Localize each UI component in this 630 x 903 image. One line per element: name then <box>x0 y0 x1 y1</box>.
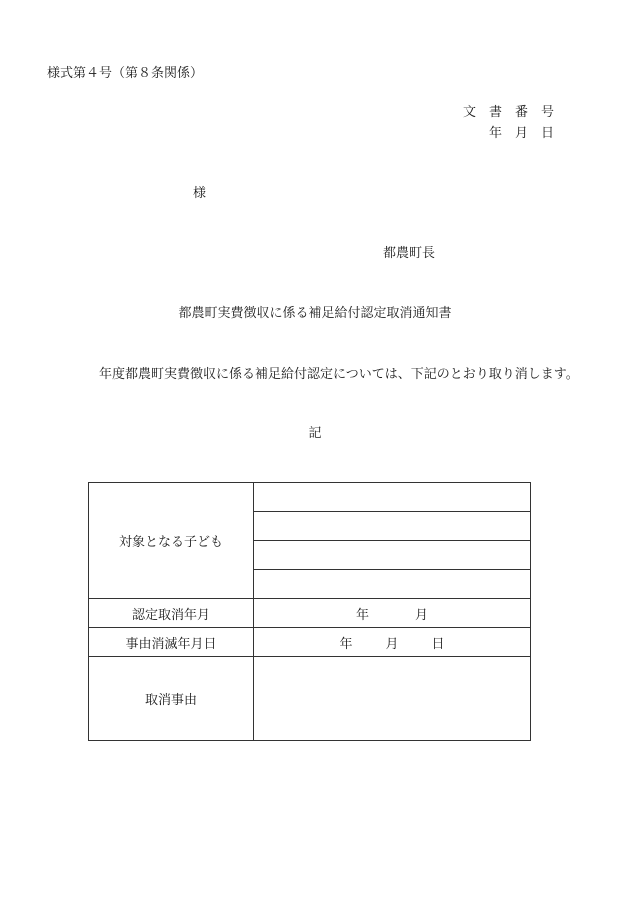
reason-date-day: 日 <box>431 636 445 652</box>
reason-label-cell <box>89 657 254 741</box>
addressee-suffix: 様 <box>193 186 207 201</box>
body-text: 年度都農町実費徴収に係る補足給付認定については、下記のとおり取り消します。 <box>99 367 579 382</box>
table-row <box>89 657 531 741</box>
document-date-text: 年 月 日 <box>489 126 555 141</box>
table-row <box>89 628 531 657</box>
reason-date-label: 事由消滅年月日 <box>125 636 217 652</box>
document-title: 都農町実費徴収に係る補足給付認定取消通知書 <box>178 306 452 321</box>
reason-date-label-cell <box>89 628 254 657</box>
reason-date-month: 月 <box>385 636 399 652</box>
reason-date-value-cell <box>254 628 531 657</box>
issuer-name: 都農町長 <box>383 246 436 261</box>
child-label: 対象となる子ども <box>118 535 223 550</box>
cancel-month-value-cell <box>254 599 531 628</box>
document-number-label: 文 書 番 号 <box>463 105 555 120</box>
cancel-month-label-cell <box>89 599 254 628</box>
cancel-month-year: 年 <box>355 607 369 623</box>
cancel-month-label: 認定取消年月 <box>131 607 210 623</box>
child-label-cell <box>89 483 254 599</box>
ki-heading: 記 <box>308 426 322 441</box>
document-date-label <box>463 127 554 140</box>
form-number: 様式第４号（第８条関係） <box>47 66 204 81</box>
cancel-month-month: 月 <box>415 607 429 623</box>
child-entry-cell <box>254 512 531 541</box>
child-entry-cell <box>254 483 531 512</box>
notice-table <box>88 482 531 741</box>
reason-value-cell <box>254 657 531 741</box>
child-entry-cell <box>254 541 531 570</box>
child-entry-cell <box>254 570 531 599</box>
table-row <box>89 599 531 628</box>
reason-label: 取消事由 <box>144 693 197 708</box>
table-row <box>89 483 531 512</box>
reason-date-year: 年 <box>339 636 353 652</box>
